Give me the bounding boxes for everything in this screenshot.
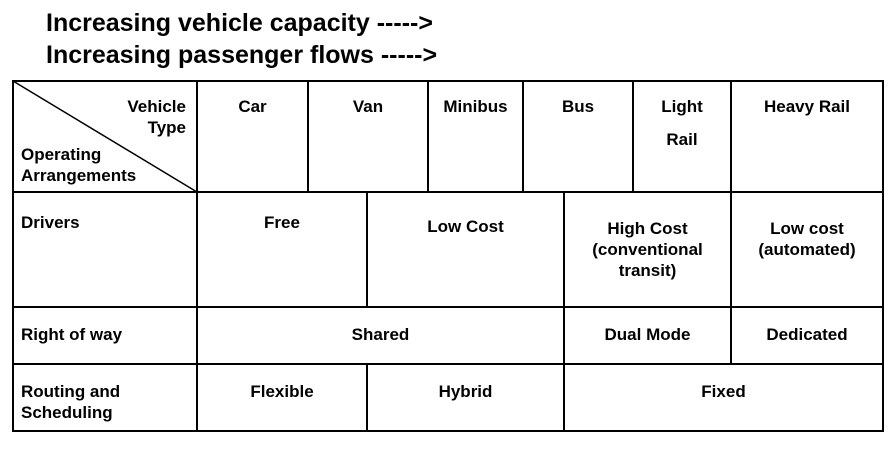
row-label-routing-scheduling — [21, 381, 191, 423]
corner-vehicle-line2: Type — [147, 118, 186, 137]
right-of-way-shared: Shared — [351, 325, 410, 344]
table-border-right — [882, 80, 884, 432]
drivers-low-cost-automated — [732, 218, 882, 260]
drivers-high-cost — [565, 218, 730, 281]
routing-label-line1: Routing and — [21, 382, 121, 401]
light-rail-line2: Rail — [666, 130, 698, 149]
heading-vehicle-capacity: Increasing vehicle capacity -----> — [46, 9, 433, 37]
drivers-free: Free — [264, 213, 300, 232]
right-of-way-dual-mode: Dual Mode — [604, 325, 691, 344]
high-cost-line1: High Cost — [607, 219, 688, 238]
right-of-way-dedicated: Dedicated — [766, 325, 848, 344]
corner-operating-line2: Arrangements — [21, 166, 137, 185]
row-divider-2 — [12, 306, 884, 308]
corner-operating-line1: Operating — [21, 145, 102, 164]
corner-operating-arrangements — [21, 144, 171, 186]
routing-hybrid: Hybrid — [438, 382, 493, 401]
table-border-bottom — [12, 430, 884, 432]
row-label-right-of-way: Right of way — [21, 325, 123, 344]
high-cost-line2: (conventional — [592, 240, 703, 259]
row-divider-3 — [12, 363, 884, 365]
corner-vehicle-line1: Vehicle — [127, 97, 186, 116]
routing-flexible: Flexible — [250, 382, 314, 401]
routing-label-line2: Scheduling — [21, 403, 113, 422]
low-cost-auto-line2: (automated) — [758, 240, 856, 259]
vehicle-type-heavy-rail: Heavy Rail — [764, 97, 850, 116]
vehicle-type-light-rail — [634, 96, 730, 150]
vehicle-type-bus: Bus — [561, 97, 595, 116]
low-cost-auto-line1: Low cost — [770, 219, 844, 238]
drivers-divider-1 — [366, 191, 368, 308]
corner-vehicle-type — [102, 96, 186, 138]
heading-passenger-flows: Increasing passenger flows -----> — [46, 41, 438, 69]
vehicle-type-van: Van — [352, 97, 384, 116]
light-rail-line1: Light — [661, 97, 703, 116]
high-cost-line3: transit) — [618, 261, 677, 280]
vehicle-type-minibus: Minibus — [443, 97, 508, 116]
vehicle-type-car: Car — [238, 97, 267, 116]
routing-fixed: Fixed — [701, 382, 746, 401]
drivers-low-cost: Low Cost — [427, 217, 504, 236]
row-label-drivers: Drivers — [21, 213, 80, 232]
vehicle-operating-table — [12, 80, 884, 432]
